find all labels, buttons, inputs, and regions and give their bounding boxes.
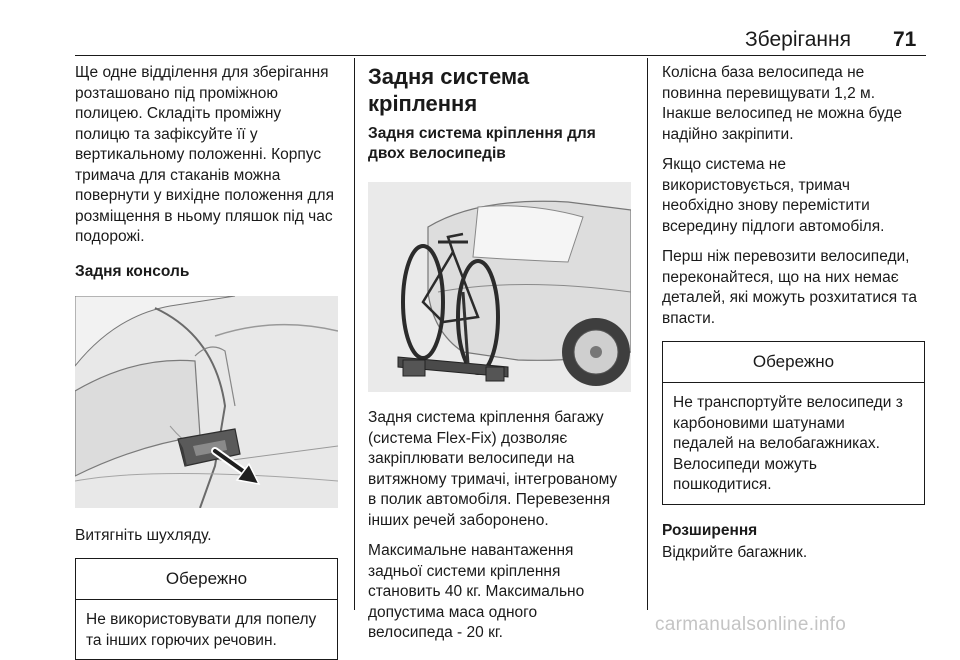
extensions-text: Відкрийте багажник. [662, 543, 808, 561]
rear-console-drawer-illustration [75, 296, 338, 508]
rear-console-heading: Задня консоль [75, 262, 190, 280]
header-rule [75, 55, 926, 56]
paragraph-check-parts: Перш ніж перевозити велосипеди, переконайтеся, що на них немає деталей, які можуть розхитатися та впасти. [662, 248, 917, 327]
warning-text: Не транспортуйте велосипеди з карбоновими шатунами педалей на велобагажниках. Велосипеди можуть пошкодитися. [673, 394, 903, 493]
running-header-title: Зберігання [745, 28, 851, 51]
extensions-heading: Розширення [662, 521, 758, 539]
warning-text: Не використовувати для попелу та інших горючих речовин. [86, 611, 317, 649]
paragraph-wheelbase: Колісна база велосипеда не повинна перевищувати 1,2 м. Інакше велосипед не можна буде надійно закріпити. [662, 64, 902, 143]
bike-carrier-illustration [368, 182, 631, 392]
column-divider [354, 58, 355, 610]
section-title: Задня система кріплення [368, 64, 530, 116]
warning-box [662, 341, 925, 505]
paragraph-storage: Якщо система не використовується, тримач необхідно знову перемістити всередину підлоги автомобіля. [662, 156, 885, 235]
car-wheel [562, 318, 630, 386]
column-1 [75, 63, 345, 660]
paragraph-max-load: Максимальне навантаження задньої системи кріплення становить 40 кг. Максимально допустима маса одного велосипеда - 20 кг. [368, 542, 585, 641]
watermark: carmanualsonline.info [655, 614, 847, 635]
intro-paragraph: Ще одне відділення для зберігання розташовано під проміжною полицею. Складіть проміжну полицю та зафіксуйте її у вертикальному положенні. Корпус тримача для стаканів можна повернути у вихідне положення для розміщення в ньому пляшок під час подорожі. [75, 64, 334, 245]
subheading: Задня система кріплення для двох велосипедів [368, 125, 596, 162]
page-number: 71 [893, 28, 917, 51]
column-2 [368, 63, 638, 654]
warning-title: Обережно [663, 342, 924, 383]
column-divider [647, 58, 648, 610]
figure-caption: Витягніть шухляду. [75, 526, 212, 544]
paragraph-flex-fix: Задня система кріплення багажу (система Flex-Fix) дозволяє закріплювати велосипеди на витяжному тримачі, інтегрованому в полик автомобіля. Перевезення інших речей заборонено. [368, 409, 618, 529]
column-3 [662, 63, 932, 573]
warning-title: Обережно [76, 559, 337, 600]
warning-box [75, 558, 338, 660]
